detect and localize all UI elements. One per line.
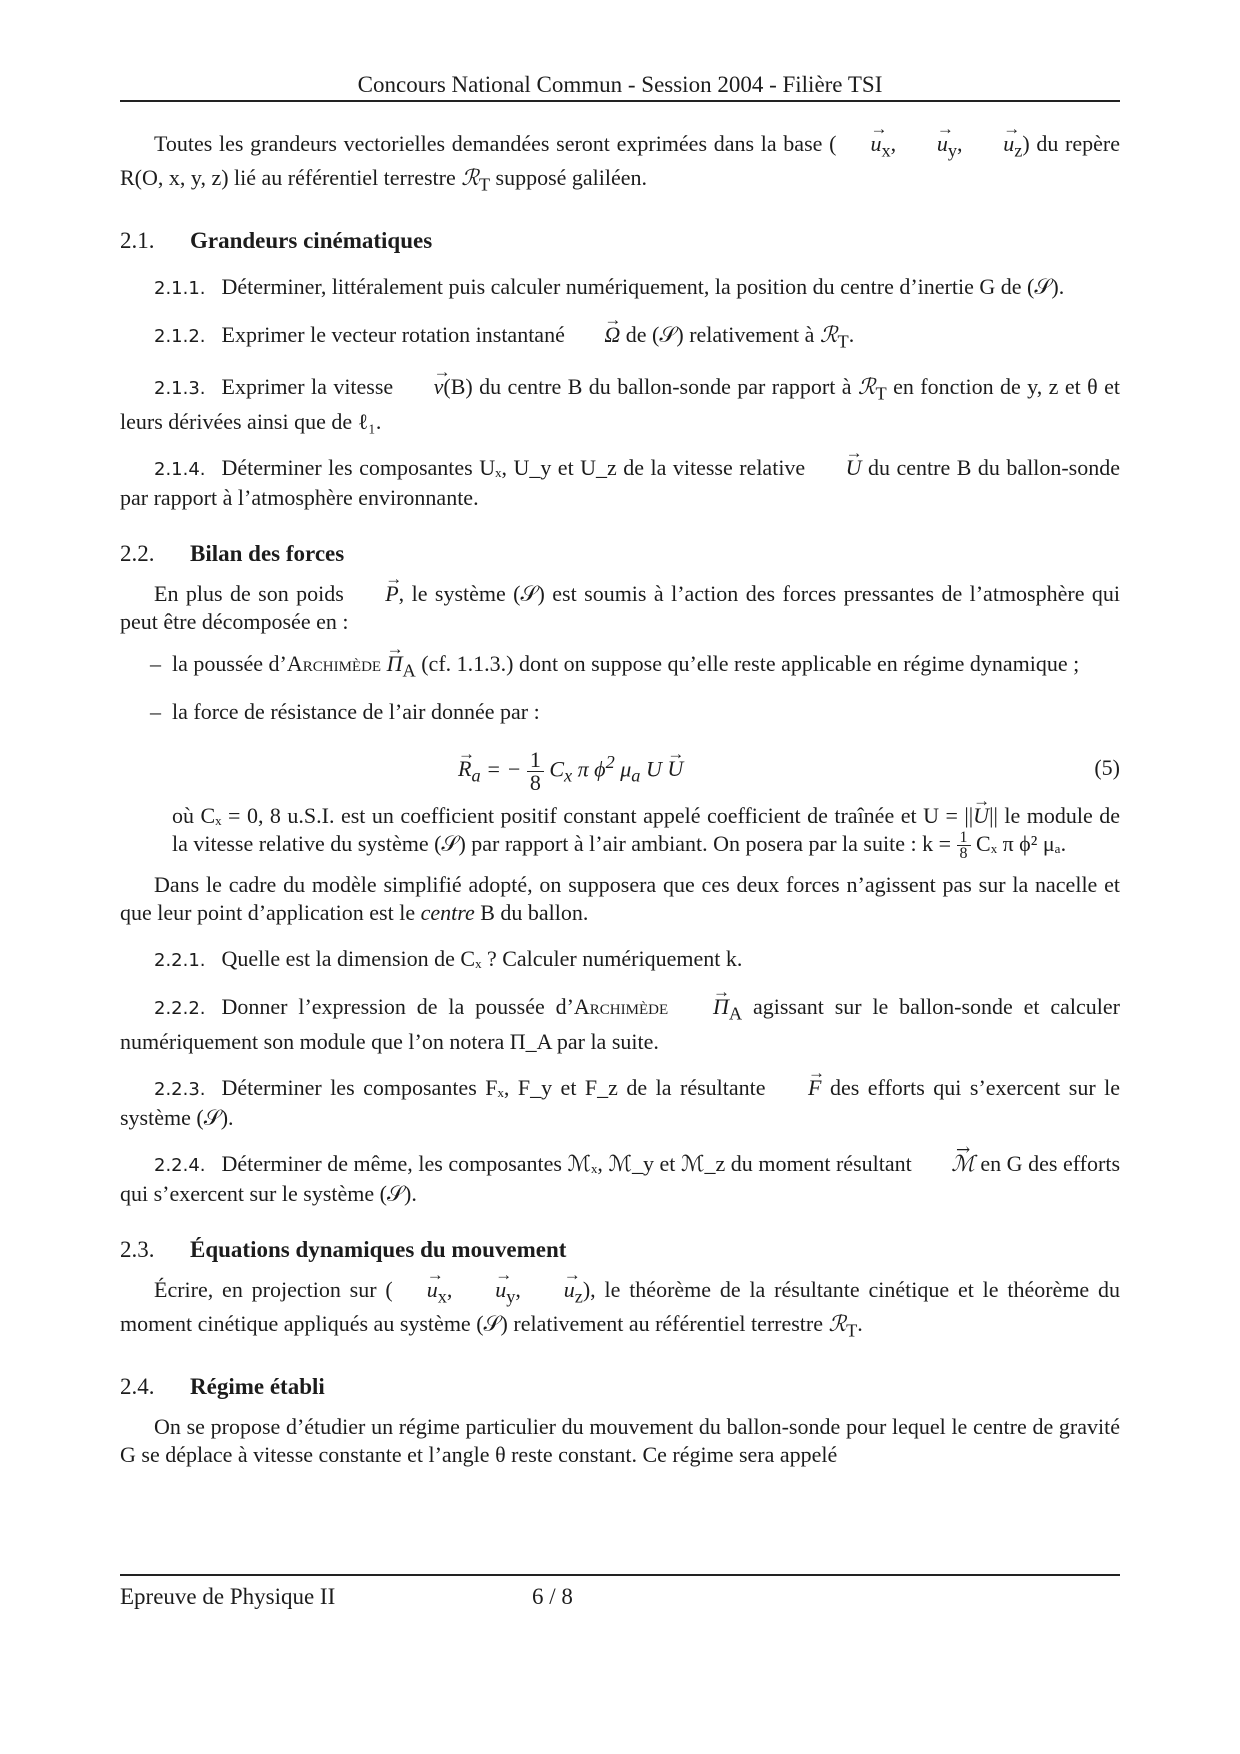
forces-intro: En plus de son poids → P, le système (𝒮) est soumis à l’action des forces pressantes de l’atmosphère qui peut être décomposée en : bbox=[120, 580, 1120, 636]
footer-page-number: 6 / 8 bbox=[532, 1584, 573, 1609]
question-2-2-4: 2.2.4. Déterminer de même, les composantes ℳₓ, ℳ_y et ℳ_z du moment résultant → ℳ en G des efforts qui s’exercent sur le système (𝒮). bbox=[120, 1150, 1120, 1208]
question-2-2-1: 2.2.1. Quelle est la dimension de Cₓ ? Calculer numériquement k. bbox=[154, 946, 743, 972]
forces-list bbox=[120, 650, 1120, 726]
section-2-3: 2.3. Équations dynamiques du mouvement bbox=[120, 1236, 567, 1262]
model-frame-paragraph: Dans le cadre du modèle simplifié adopté, on supposera que ces deux forces n’agissent pas sur la nacelle et que leur point d’application est le centre B du ballon. bbox=[120, 872, 1120, 926]
section-2-1: 2.1. Grandeurs cinématiques bbox=[120, 227, 433, 253]
footer-rule bbox=[120, 1574, 1120, 1576]
section-2-4: 2.4. Régime établi bbox=[120, 1373, 325, 1399]
equation-expression: → $R_a$ = − $\frac{1}{8}$ $C_x$ π $\phi^2$ $\mu_a$ U → U bbox=[458, 748, 683, 794]
steady-state-paragraph: On se propose d’étudier un régime particulier du mouvement du ballon-sonde pour lequel le centre de gravité G se déplace à vitesse constante et l’angle θ reste constant. Ce régime sera appelé bbox=[120, 1413, 1120, 1467]
section-2-2: 2.2. Bilan des forces bbox=[120, 540, 345, 566]
header-rule bbox=[120, 100, 1120, 102]
question-2-1-3: 2.1.3. Exprimer la vitesse → v(B) du centre B du ballon-sonde par rapport à ℛ$_T$ en fonction de y, z et θ et leurs dérivées ainsi que de ℓ₁. bbox=[120, 373, 1120, 435]
question-2-1-4: 2.1.4. Déterminer les composantes Uₓ, U_y et U_z de la vitesse relative → U du centre B du ballon-sonde par rapport à l’atmosphère environnante. bbox=[120, 454, 1120, 512]
intro-paragraph: Toutes les grandeurs vectorielles demandées seront exprimées dans la base (→ $u_x$, → $u_y$, → $u_z$) du repère R(O, x, y, z) lié au référentiel terrestre ℛ$_T$ supposé galiléen. bbox=[120, 130, 1120, 199]
page-content bbox=[120, 130, 1120, 1469]
page-header: Concours National Commun - Session 2004 - Filière TSI bbox=[357, 72, 883, 97]
question-2-1-2: 2.1.2. Exprimer le vecteur rotation instantané → Ω de (𝒮) relativement à ℛ$_T$. bbox=[120, 321, 1120, 355]
question-2-2-2: 2.2.2. Donner l’expression de la poussée d’Archimède → $\Pi_A$ agissant sur le ballon-sonde et calculer numériquement son module que l’on notera Π_A par la suite. bbox=[120, 993, 1120, 1055]
drag-coefficient-text: où Cₓ = 0, 8 u.S.I. est un coefficient positif constant appelé coefficient de traînée et U = ||→ U|| le module de la vitesse relative du système (𝒮) par rapport à l’air ambiant. On posera par la suite : k = $\frac{1}{8}$ Cₓ π ϕ² μₐ. bbox=[120, 802, 1120, 861]
question-2-1-1: 2.1.1. Déterminer, littéralement puis calculer numériquement, la position du centre d’inertie G de (𝒮). bbox=[154, 273, 1065, 299]
dynamics-paragraph: Écrire, en projection sur (→ $u_x$, → $u_y$, → $u_z$), le théorème de la résultante cinétique et le théorème du moment cinétique appliqués au système (𝒮) relativement au référentiel terrestre ℛ$_T$. bbox=[120, 1276, 1120, 1345]
list-item: – la force de résistance de l’air donnée par : bbox=[120, 698, 1120, 726]
footer-exam-name: Epreuve de Physique II bbox=[120, 1584, 336, 1609]
list-item: – la poussée d’Archimède → $\Pi_A$ (cf. 1.1.3.) dont on suppose qu’elle reste applicable en régime dynamique ; bbox=[120, 650, 1120, 684]
equation-number: (5) bbox=[1094, 754, 1120, 780]
equation-5 bbox=[120, 740, 1120, 798]
question-2-2-3: 2.2.3. Déterminer les composantes Fₓ, F_y et F_z de la résultante → F des efforts qui s’exercent sur le système (𝒮). bbox=[120, 1074, 1120, 1132]
